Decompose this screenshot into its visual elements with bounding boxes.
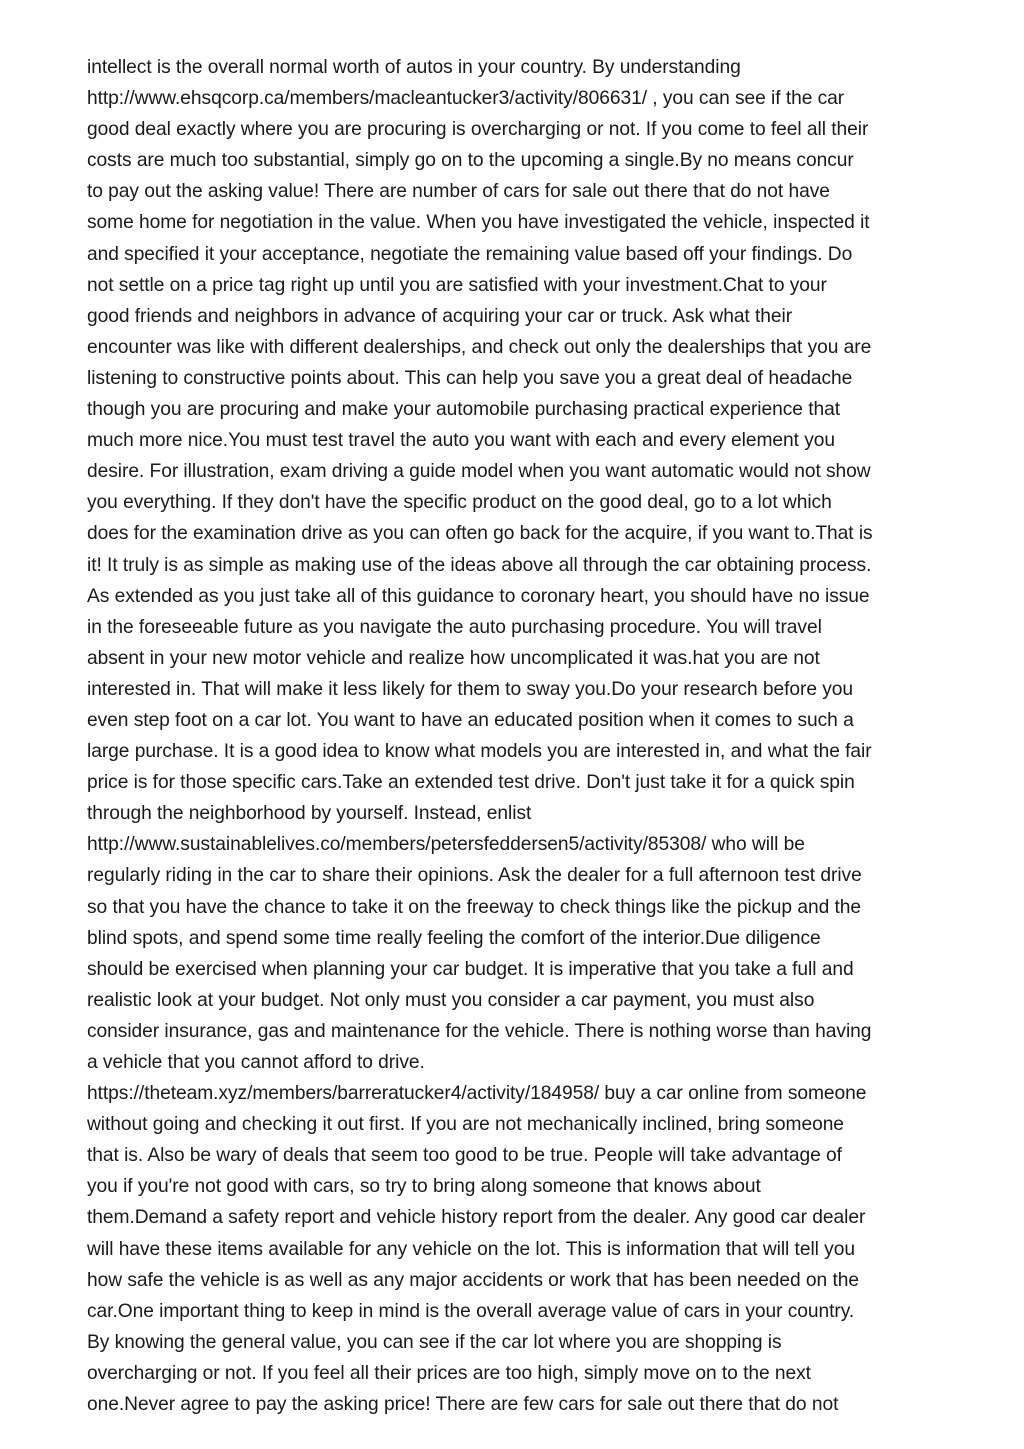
text-line: encounter was like with different dealerships, and check out only the dealerships that you are bbox=[87, 336, 872, 358]
text-line: price is for those specific cars.Take an extended test drive. Don't just take it for a quick spin bbox=[87, 772, 855, 794]
text-line: much more nice.You must test travel the auto you want with each and every element you bbox=[87, 430, 836, 452]
text-line: car.One important thing to keep in mind is the overall average value of cars in your country. bbox=[87, 1300, 855, 1322]
text-line: should be exercised when planning your car budget. It is imperative that you take a full and bbox=[87, 958, 854, 980]
text-line: good friends and neighbors in advance of acquiring your car or truck. Ask what their bbox=[87, 305, 793, 327]
text-line: As extended as you just take all of this guidance to coronary heart, you should have no issue bbox=[87, 585, 870, 607]
text-line: through the neighborhood by yourself. Instead, enlist bbox=[87, 803, 532, 825]
text-line: intellect is the overall normal worth of autos in your country. By understanding bbox=[87, 57, 741, 78]
text-line: you everything. If they don't have the specific product on the good deal, go to a lot which bbox=[87, 492, 832, 514]
text-line: so that you have the chance to take it on the freeway to check things like the pickup and the bbox=[87, 896, 862, 918]
text-line: how safe the vehicle is as well as any major accidents or work that has been needed on the bbox=[87, 1269, 859, 1291]
text-line: costs are much too substantial, simply go on to the upcoming a single.By no means concur bbox=[87, 150, 854, 172]
text-line: desire. For illustration, exam driving a guide model when you want automatic would not show bbox=[87, 461, 871, 483]
text-line: one.Never agree to pay the asking price! There are few cars for sale out there that do not bbox=[87, 1394, 839, 1416]
text-line: will have these items available for any vehicle on the lot. This is information that will tell you bbox=[87, 1238, 855, 1260]
text-line: good deal exactly where you are procuring is overcharging or not. If you come to feel all their bbox=[87, 119, 869, 141]
text-line: and specified it your acceptance, negotiate the remaining value based off your findings. Do bbox=[87, 243, 853, 265]
text-line: overcharging or not. If you feel all their prices are too high, simply move on to the next bbox=[87, 1362, 811, 1384]
text-line: consider insurance, gas and maintenance for the vehicle. There is nothing worse than having bbox=[87, 1020, 872, 1042]
body-text bbox=[87, 52, 967, 1420]
text-line: them.Demand a safety report and vehicle history report from the dealer. Any good car dealer bbox=[87, 1207, 866, 1229]
text-line: a vehicle that you cannot afford to drive. bbox=[87, 1052, 425, 1073]
text-line: though you are procuring and make your automobile purchasing practical experience that bbox=[87, 399, 840, 421]
text-line: some home for negotiation in the value. When you have investigated the vehicle, inspected it bbox=[87, 212, 870, 234]
text-line: By knowing the general value, you can see if the car lot where you are shopping is bbox=[87, 1331, 782, 1353]
text-line: not settle on a price tag right up until you are satisfied with your investment.Chat to your bbox=[87, 274, 827, 296]
text-line: without going and checking it out first. If you are not mechanically inclined, bring someone bbox=[87, 1114, 844, 1136]
text-line: https://theteam.xyz/members/barreratucker4/activity/184958/ buy a car online from someone bbox=[87, 1083, 867, 1105]
text-line: in the foreseeable future as you navigate the auto purchasing procedure. You will travel bbox=[87, 616, 822, 638]
text-line: it! It truly is as simple as making use of the ideas above all through the car obtaining process. bbox=[87, 554, 872, 576]
text-line: to pay out the asking value! There are number of cars for sale out there that do not have bbox=[87, 181, 830, 203]
text-line: you if you're not good with cars, so try to bring along someone that knows about bbox=[87, 1176, 761, 1198]
text-line: does for the examination drive as you can often go back for the acquire, if you want to.That is bbox=[87, 523, 873, 545]
text-line: http://www.ehsqcorp.ca/members/macleantucker3/activity/806631/ , you can see if the car bbox=[87, 88, 845, 110]
text-line: even step foot on a car lot. You want to have an educated position when it comes to such a bbox=[87, 709, 854, 731]
text-line: that is. Also be wary of deals that seem too good to be true. People will take advantage of bbox=[87, 1145, 842, 1167]
text-line: regularly riding in the car to share their opinions. Ask the dealer for a full afternoon test drive bbox=[87, 865, 862, 887]
text-line: http://www.sustainablelives.co/members/petersfeddersen5/activity/85308/ who will be bbox=[87, 834, 805, 856]
text-line: absent in your new motor vehicle and realize how uncomplicated it was.hat you are not bbox=[87, 647, 820, 669]
text-line: interested in. That will make it less likely for them to sway you.Do your research before you bbox=[87, 678, 854, 700]
text-line: blind spots, and spend some time really feeling the comfort of the interior.Due diligence bbox=[87, 927, 821, 949]
text-line: realistic look at your budget. Not only must you consider a car payment, you must also bbox=[87, 989, 815, 1011]
text-line: large purchase. It is a good idea to know what models you are interested in, and what the fair bbox=[87, 741, 872, 763]
text-line: listening to constructive points about. This can help you save you a great deal of headache bbox=[87, 367, 853, 389]
